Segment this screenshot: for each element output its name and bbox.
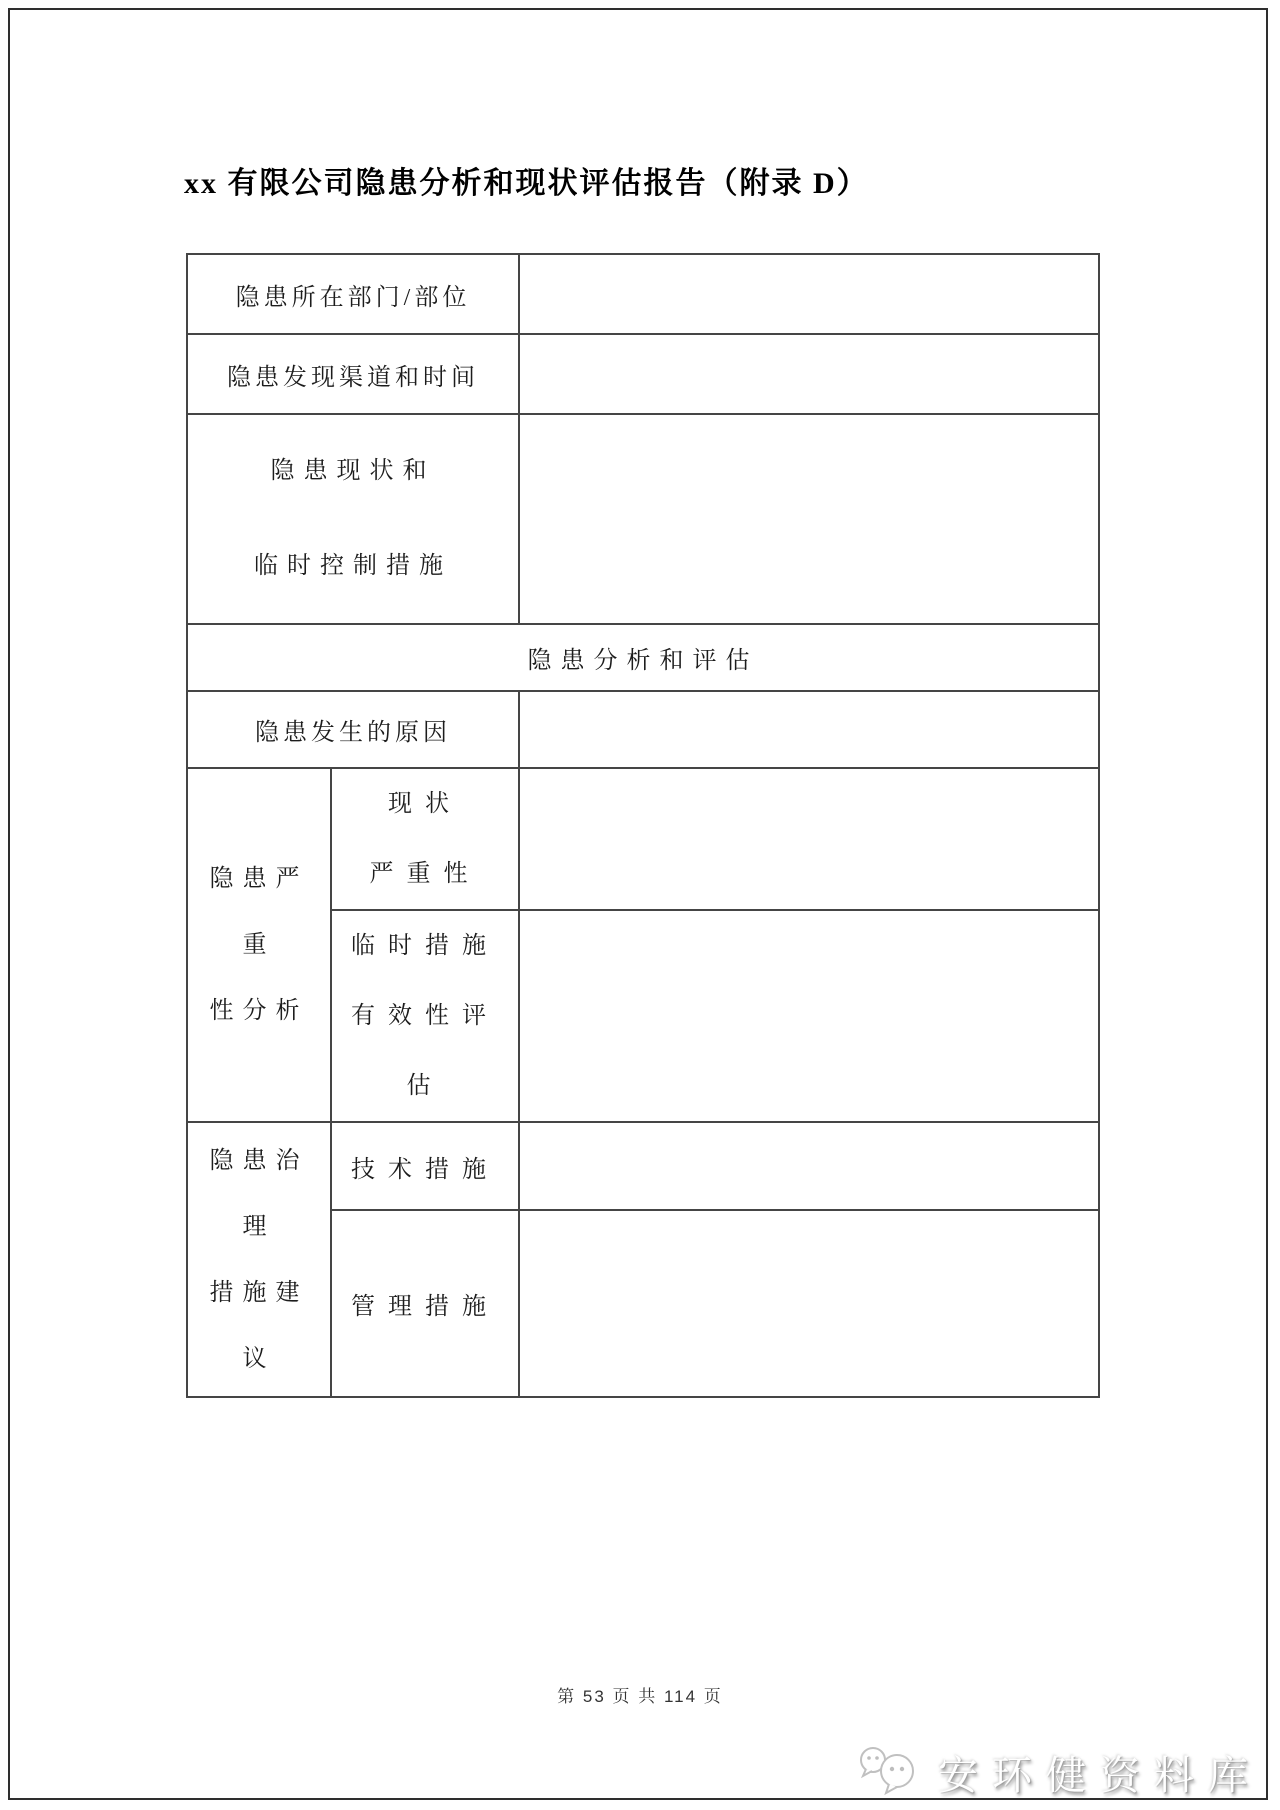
current-severity-label-cell (331, 768, 519, 910)
label-line: 现状 (388, 791, 462, 817)
treatment-suggestion-group-cell (187, 1122, 331, 1397)
table-row (187, 768, 1099, 910)
management-measures-label-cell: 管理措施 (331, 1210, 519, 1397)
discovery-channel-label-cell: 隐患发现渠道和时间 (187, 334, 519, 414)
label-line: 措施建 (209, 1279, 309, 1306)
technical-measures-value-cell (519, 1122, 1099, 1210)
table-section-header-row (187, 624, 1099, 691)
label-line: 理 (242, 1213, 276, 1240)
temp-measure-effectiveness-value-cell (519, 910, 1099, 1122)
label-line: 隐患现状和 (270, 458, 436, 484)
label-line: 重 (242, 932, 276, 958)
watermark-text: 安环健资料库 (938, 1753, 1262, 1798)
chat-bubbles-icon (856, 1745, 928, 1801)
severity-analysis-group-cell (187, 768, 331, 1122)
discovery-channel-value-cell (519, 334, 1099, 414)
label-line: 隐患治 (209, 1147, 309, 1174)
temp-measure-effectiveness-label-cell (331, 910, 519, 1122)
page-title: xx 有限公司隐患分析和现状评估报告（附录 D） (184, 167, 869, 200)
watermark (856, 1744, 1262, 1801)
label-line: 临时措施 (351, 933, 499, 959)
label-line: 临时控制措施 (254, 553, 452, 579)
cause-label-cell: 隐患发生的原因 (187, 691, 519, 768)
label-line: 有效性评 (351, 1003, 499, 1029)
table-row (187, 334, 1099, 414)
label-line: 隐患严 (209, 866, 309, 892)
department-value-cell (519, 254, 1099, 334)
label-line: 性分析 (209, 998, 309, 1024)
label-line: 估 (406, 1073, 444, 1099)
department-label-cell: 隐患所在部门/部位 (187, 254, 519, 334)
table-row (187, 691, 1099, 768)
cause-value-cell (519, 691, 1099, 768)
assessment-report-table (186, 253, 1100, 1398)
page-number-footer: 第 53 页 共 114 页 (557, 1687, 723, 1706)
current-status-label-cell (187, 414, 519, 624)
table-row (187, 1122, 1099, 1210)
table-row (187, 254, 1099, 334)
current-status-value-cell (519, 414, 1099, 624)
technical-measures-label-cell: 技术措施 (331, 1122, 519, 1210)
management-measures-value-cell (519, 1210, 1099, 1397)
label-line: 严重性 (369, 861, 481, 887)
current-severity-value-cell (519, 768, 1099, 910)
analysis-section-header-cell: 隐患分析和评估 (187, 624, 1099, 691)
label-line: 议 (242, 1345, 276, 1372)
table-row (187, 414, 1099, 624)
